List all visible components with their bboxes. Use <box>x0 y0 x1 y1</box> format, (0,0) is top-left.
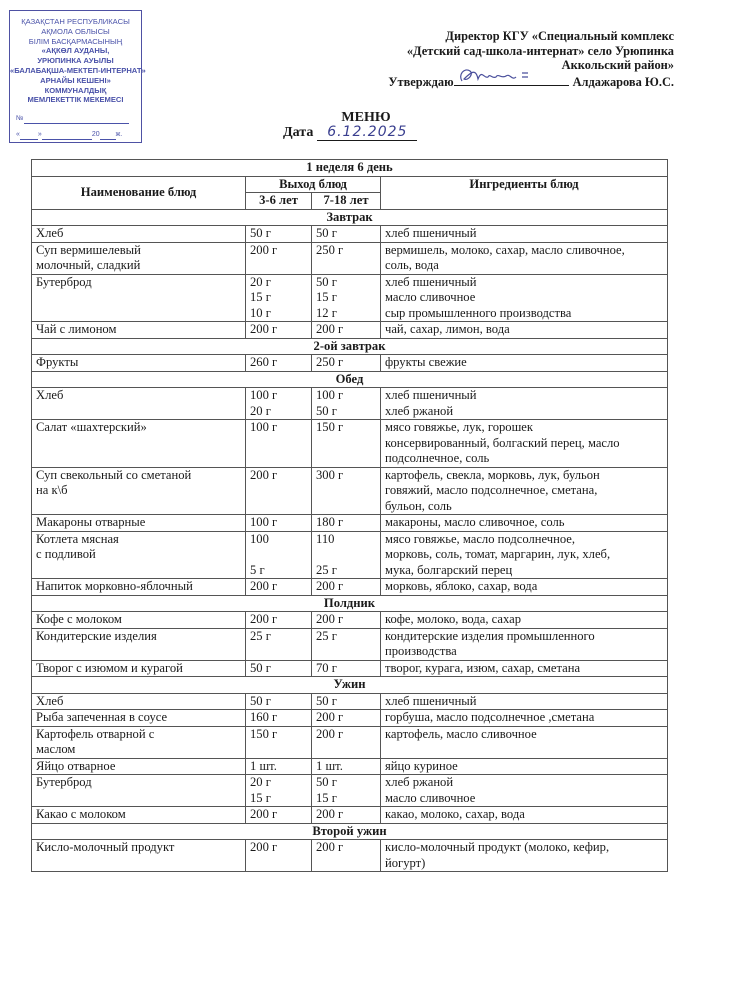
ingredients-cell <box>381 775 668 807</box>
ingredients-cell <box>381 693 668 710</box>
ingredients-line: макароны, масло сливочное, соль <box>385 515 565 529</box>
dish-name-line: Чай с лимоном <box>36 322 117 336</box>
section-row <box>32 371 668 388</box>
ingredients-line: фрукты свежие <box>385 355 467 369</box>
ingredients-line: мясо говяжье, масло подсолнечное, <box>385 531 576 546</box>
dish-name-line: Фрукты <box>36 355 79 369</box>
ingredients-cell <box>381 515 668 532</box>
dish-name-cell <box>32 726 246 758</box>
dish-row <box>32 758 668 775</box>
dish-name-line: Бутерброд <box>36 274 92 289</box>
ingredients-line: чай, сахар, лимон, вода <box>385 322 510 336</box>
ingredients-line: хлеб ржаной <box>385 403 454 418</box>
portion-young-line: 100 <box>250 531 269 546</box>
portion-old-cell <box>312 322 381 339</box>
portion-old-line: 200 г <box>316 840 344 854</box>
portion-young-line: 200 г <box>250 242 278 257</box>
dish-name-cell <box>32 628 246 660</box>
ingredients-line: хлеб пшеничный <box>385 274 477 289</box>
stamp-date-row <box>16 130 135 140</box>
approval-line-1: Директор КГУ «Специальный комплекс <box>445 29 674 43</box>
dish-name-cell <box>32 807 246 824</box>
portion-old-cell <box>312 758 381 775</box>
stamp-line: КОММУНАЛДЫҚ <box>44 85 107 95</box>
dish-name-line: Хлеб <box>36 226 64 240</box>
portion-old-cell <box>312 579 381 596</box>
section-title: Ужин <box>32 677 668 694</box>
portion-young-cell <box>246 322 312 339</box>
ingredients-line: производства <box>385 644 457 658</box>
week-day-row <box>32 160 668 177</box>
portion-young-line: 50 г <box>250 660 271 675</box>
portion-old-cell <box>312 628 381 660</box>
portion-old-line: 25 г <box>316 628 337 643</box>
portion-old-cell <box>312 612 381 629</box>
portion-old-cell <box>312 660 381 677</box>
ingredients-line: кофе, молоко, вода, сахар <box>385 612 522 626</box>
stamp-text <box>10 17 146 105</box>
portion-young-cell <box>246 531 312 579</box>
dish-row <box>32 242 668 274</box>
dish-name-line: Кисло-молочный продукт <box>36 840 175 854</box>
dish-name-cell <box>32 531 246 579</box>
output-column-header: Выход блюд <box>246 176 381 193</box>
age-young-header: 3-6 лет <box>246 193 312 210</box>
dish-row <box>32 274 668 322</box>
portion-old-cell <box>312 226 381 243</box>
portion-young-line: 50 г <box>250 693 271 708</box>
portion-young-cell <box>246 710 312 727</box>
ingredients-line: консервированный, болгаский перец, масло <box>385 435 620 450</box>
dish-name-cell <box>32 388 246 420</box>
ingredients-cell <box>381 226 668 243</box>
portion-old-line: 250 г <box>316 242 344 257</box>
ingredients-line: бульон, соль <box>385 498 452 513</box>
ingredients-cell <box>381 388 668 420</box>
dish-name-line: Салат «шахтерский» <box>36 420 147 434</box>
dish-row <box>32 388 668 420</box>
portion-old-cell <box>312 693 381 710</box>
portion-young-cell <box>246 612 312 629</box>
portion-old-cell <box>312 840 381 872</box>
portion-young-line: 25 г <box>250 628 271 643</box>
stamp-line: «БАЛАБАҚША-МЕКТЕП-ИНТЕРНАТ» <box>10 65 146 75</box>
ingredients-cell <box>381 660 668 677</box>
stamp-year-line <box>100 132 116 140</box>
portion-young-line: 200 г <box>250 840 278 854</box>
dish-name-cell <box>32 660 246 677</box>
menu-table <box>31 159 668 872</box>
stamp-month-line <box>42 132 92 140</box>
approval-block <box>388 29 674 89</box>
ingredients-column-header: Ингредиенты блюд <box>381 176 668 209</box>
dish-row <box>32 612 668 629</box>
portion-old-line: 50 г <box>316 775 337 789</box>
portion-young-cell <box>246 758 312 775</box>
dish-column-header: Наименование блюд <box>32 176 246 209</box>
portion-old-line: 1 шт. <box>316 758 343 773</box>
date-label: Дата <box>283 125 314 140</box>
portion-old-line: 50 г <box>316 693 337 708</box>
ingredients-line: хлеб ржаной <box>385 775 454 789</box>
portion-young-line: 50 г <box>250 226 271 240</box>
dish-name-cell <box>32 242 246 274</box>
portion-young-cell <box>246 579 312 596</box>
dish-name-line: молочный, сладкий <box>36 258 141 272</box>
ingredients-line: морковь, соль, томат, маргарин, лук, хлеб, <box>385 547 611 561</box>
ingredients-line: хлеб пшеничный <box>385 388 477 402</box>
stamp-year-prefix: 20 <box>91 131 100 138</box>
dish-row <box>32 322 668 339</box>
portion-young-line: 160 г <box>250 710 278 724</box>
portion-old-cell <box>312 274 381 322</box>
stamp-open-quote: « <box>16 131 20 138</box>
dish-name-line: Какао с молоком <box>36 807 126 821</box>
dish-name-cell <box>32 775 246 807</box>
signature-line <box>454 73 569 86</box>
stamp-line: БІЛІМ БАСҚАРМАСЫНЫҢ <box>28 36 123 46</box>
portion-young-cell <box>246 242 312 274</box>
ingredients-cell <box>381 710 668 727</box>
portion-young-line: 100 г <box>250 388 278 402</box>
portion-old-cell <box>312 807 381 824</box>
ingredients-line: хлеб пшеничный <box>385 693 477 708</box>
section-title: 2-ой завтрак <box>32 338 668 355</box>
ingredients-line: творог, курага, изюм, сахар, сметана <box>385 660 581 675</box>
portion-young-line: 200 г <box>250 579 278 593</box>
dish-name-cell <box>32 758 246 775</box>
ingredients-cell <box>381 322 668 339</box>
portion-old-cell <box>312 467 381 515</box>
dish-name-line: с подливой <box>36 547 96 561</box>
dish-name-cell <box>32 612 246 629</box>
portion-young-cell <box>246 775 312 807</box>
ingredients-line: картофель, свекла, морковь, лук, бульон <box>385 467 600 482</box>
dish-name-line: Суп свекольный со сметаной <box>36 467 192 482</box>
section-row <box>32 823 668 840</box>
portion-old-cell <box>312 726 381 758</box>
stamp-line: МЕМЛЕКЕТТІК МЕКЕМЕСІ <box>27 95 124 105</box>
portion-young-cell <box>246 274 312 322</box>
portion-old-cell <box>312 355 381 372</box>
portion-young-line: 1 шт. <box>250 758 277 773</box>
dish-name-cell <box>32 515 246 532</box>
portion-old-line: 200 г <box>316 710 344 724</box>
ingredients-line: говяжий, масло подсолнечное, сметана, <box>385 483 598 497</box>
dish-name-line: Картофель отварной с <box>36 726 155 741</box>
stamp-day-line <box>20 132 38 140</box>
portion-old-line: 200 г <box>316 807 344 821</box>
portion-young-cell <box>246 840 312 872</box>
approval-line-3: Аккольский район» <box>561 58 674 72</box>
portion-young-cell <box>246 693 312 710</box>
ingredients-line: йогурт) <box>385 855 426 870</box>
dish-name-line: Бутерброд <box>36 775 92 789</box>
menu-body <box>32 209 668 872</box>
ingredients-cell <box>381 242 668 274</box>
section-title: Полдник <box>32 595 668 612</box>
portion-young-line: 260 г <box>250 355 278 369</box>
dish-name-line: Хлеб <box>36 388 64 402</box>
portion-old-line: 15 г <box>316 290 337 304</box>
ingredients-line: яйцо куриное <box>385 758 458 773</box>
stamp-number-label: № <box>16 115 24 122</box>
ingredients-cell <box>381 726 668 758</box>
section-title: Второй ужин <box>32 823 668 840</box>
ingredients-cell <box>381 579 668 596</box>
dish-row <box>32 775 668 807</box>
date-row <box>283 124 417 141</box>
portion-old-line: 25 г <box>316 562 337 577</box>
stamp-close-quote: » <box>37 131 42 138</box>
portion-old-cell <box>312 242 381 274</box>
dish-name-line: Напиток морковно-яблочный <box>36 579 193 593</box>
dish-row <box>32 726 668 758</box>
approval-line-2: «Детский сад-школа-интернат» село Урюпинка <box>406 43 674 58</box>
portion-young-line: 15 г <box>250 290 271 304</box>
dish-name-line: Кофе с молоком <box>36 612 122 626</box>
dish-row <box>32 355 668 372</box>
signatory-name: Алдажарова Ю.С. <box>572 74 674 89</box>
ingredients-cell <box>381 628 668 660</box>
approval-sign-row <box>388 73 674 90</box>
ingredients-line: вермишель, молоко, сахар, масло сливочное, <box>385 242 625 257</box>
dish-row <box>32 660 668 677</box>
portion-old-cell <box>312 515 381 532</box>
ingredients-cell <box>381 840 668 872</box>
section-title: Обед <box>32 371 668 388</box>
portion-young-cell <box>246 420 312 468</box>
ingredients-line: масло сливочное <box>385 790 476 805</box>
section-row <box>32 338 668 355</box>
dish-name-cell <box>32 226 246 243</box>
dish-row <box>32 807 668 824</box>
portion-young-cell <box>246 515 312 532</box>
ingredients-cell <box>381 807 668 824</box>
dish-name-line: Хлеб <box>36 693 64 708</box>
portion-young-cell <box>246 807 312 824</box>
dish-name-line: Яйцо отварное <box>36 758 116 773</box>
portion-old-line: 200 г <box>316 726 344 741</box>
dish-name-cell <box>32 467 246 515</box>
portion-old-cell <box>312 531 381 579</box>
portion-young-line: 200 г <box>250 612 278 626</box>
portion-young-line: 200 г <box>250 322 278 336</box>
portion-old-line: 50 г <box>316 226 337 240</box>
dish-name-line: Котлета мясная <box>36 531 119 546</box>
date-value: 6.12.2025 <box>317 124 417 141</box>
portion-young-line: 100 г <box>250 515 278 529</box>
ingredients-cell <box>381 274 668 322</box>
portion-young-line: 200 г <box>250 807 278 821</box>
portion-young-line: 20 г <box>250 403 271 418</box>
portion-young-line: 150 г <box>250 726 278 741</box>
dish-name-cell <box>32 693 246 710</box>
portion-young-cell <box>246 467 312 515</box>
portion-old-cell <box>312 775 381 807</box>
dish-name-cell <box>32 355 246 372</box>
dish-name-cell <box>32 840 246 872</box>
ingredients-line: хлеб пшеничный <box>385 226 477 240</box>
portion-old-line: 12 г <box>316 305 337 320</box>
ingredients-line: морковь, яблоко, сахар, вода <box>385 579 538 593</box>
portion-young-line: 100 г <box>250 420 278 434</box>
portion-old-cell <box>312 420 381 468</box>
portion-old-line: 50 г <box>316 403 337 418</box>
column-header-row <box>32 176 668 193</box>
dish-row <box>32 710 668 727</box>
dish-name-line: Суп вермишелевый <box>36 242 141 257</box>
ingredients-cell <box>381 355 668 372</box>
portion-young-cell <box>246 660 312 677</box>
ingredients-cell <box>381 420 668 468</box>
portion-young-line: 15 г <box>250 790 271 805</box>
stamp-line: УРЮПИНКА АУЫЛЫ <box>37 56 114 66</box>
dish-name-cell <box>32 322 246 339</box>
dish-row <box>32 467 668 515</box>
ingredients-line: сыр промышленного производства <box>385 305 572 320</box>
portion-young-line: 20 г <box>250 775 271 789</box>
ingredients-cell <box>381 612 668 629</box>
section-title: Завтрак <box>32 209 668 226</box>
portion-young-cell <box>246 388 312 420</box>
dish-row <box>32 420 668 468</box>
stamp-line: ҚАЗАҚСТАН РЕСПУБЛИКАСЫ <box>21 17 130 26</box>
portion-young-line: 5 г <box>250 562 265 577</box>
portion-young-cell <box>246 226 312 243</box>
ingredients-line: кондитерские изделия промышленного <box>385 628 595 643</box>
portion-old-line: 150 г <box>316 420 344 434</box>
portion-old-cell <box>312 710 381 727</box>
portion-old-line: 70 г <box>316 660 337 675</box>
dish-name-cell <box>32 710 246 727</box>
dish-row <box>32 628 668 660</box>
ingredients-line: горбуша, масло подсолнечное ,сметана <box>385 710 595 724</box>
ingredients-line: подсолнечное, соль <box>385 451 490 465</box>
dish-row <box>32 579 668 596</box>
portion-old-line: 15 г <box>316 790 337 805</box>
portion-young-line <box>250 547 307 563</box>
dish-name-line: Кондитерские изделия <box>36 628 157 643</box>
dish-name-cell <box>32 420 246 468</box>
portion-old-line <box>316 547 376 563</box>
ingredients-line: какао, молоко, сахар, вода <box>385 807 525 821</box>
portion-old-line: 180 г <box>316 515 344 529</box>
ingredients-line: масло сливочное <box>385 290 476 304</box>
dish-name-line: Макароны отварные <box>36 515 146 529</box>
dish-name-line: Творог с изюмом и курагой <box>36 660 183 675</box>
section-row <box>32 677 668 694</box>
portion-old-line: 200 г <box>316 579 344 593</box>
week-day-header: 1 неделя 6 день <box>32 160 668 177</box>
dish-row <box>32 226 668 243</box>
ingredients-line: мука, болгарский перец <box>385 562 513 577</box>
dish-name-cell <box>32 274 246 322</box>
stamp-year-suffix: ж. <box>115 131 123 138</box>
dish-name-line: на к\б <box>36 483 68 497</box>
portion-old-line: 250 г <box>316 355 344 369</box>
dish-row <box>32 840 668 872</box>
stamp-line: «АҚКӨЛ АУДАНЫ, <box>41 46 110 56</box>
stamp-line: АРНАЙЫ КЕШЕНІ» <box>40 75 111 85</box>
page-title: МЕНЮ <box>341 110 391 125</box>
portion-old-line: 200 г <box>316 612 344 626</box>
ingredients-cell <box>381 467 668 515</box>
section-row <box>32 209 668 226</box>
dish-row <box>32 693 668 710</box>
portion-young-line: 10 г <box>250 305 271 320</box>
signature-icon <box>456 65 536 87</box>
portion-young-cell <box>246 628 312 660</box>
stamp-line: АҚМОЛА ОБЛЫСЫ <box>41 26 110 36</box>
dish-row <box>32 515 668 532</box>
portion-old-line: 300 г <box>316 467 344 482</box>
approve-label: Утверждаю <box>388 74 454 89</box>
dish-row <box>32 531 668 579</box>
dish-name-line: маслом <box>36 742 76 756</box>
section-row <box>32 595 668 612</box>
portion-young-cell <box>246 726 312 758</box>
dish-name-cell <box>32 579 246 596</box>
portion-young-line: 200 г <box>250 467 278 482</box>
dish-name-line: Рыба запеченная в соусе <box>36 710 168 724</box>
portion-old-line: 110 <box>316 531 335 546</box>
portion-old-line: 50 г <box>316 274 337 289</box>
ingredients-cell <box>381 758 668 775</box>
ingredients-line: картофель, масло сливочное <box>385 726 537 741</box>
ingredients-line: соль, вода <box>385 258 439 272</box>
ingredients-cell <box>381 531 668 579</box>
portion-young-line: 20 г <box>250 274 271 289</box>
ingredients-line: кисло-молочный продукт (молоко, кефир, <box>385 840 610 854</box>
portion-old-line: 100 г <box>316 388 344 402</box>
age-old-header: 7-18 лет <box>312 193 381 210</box>
ingredients-line: мясо говяжье, лук, горошек <box>385 420 533 434</box>
portion-old-line: 200 г <box>316 322 344 336</box>
portion-young-cell <box>246 355 312 372</box>
portion-old-cell <box>312 388 381 420</box>
